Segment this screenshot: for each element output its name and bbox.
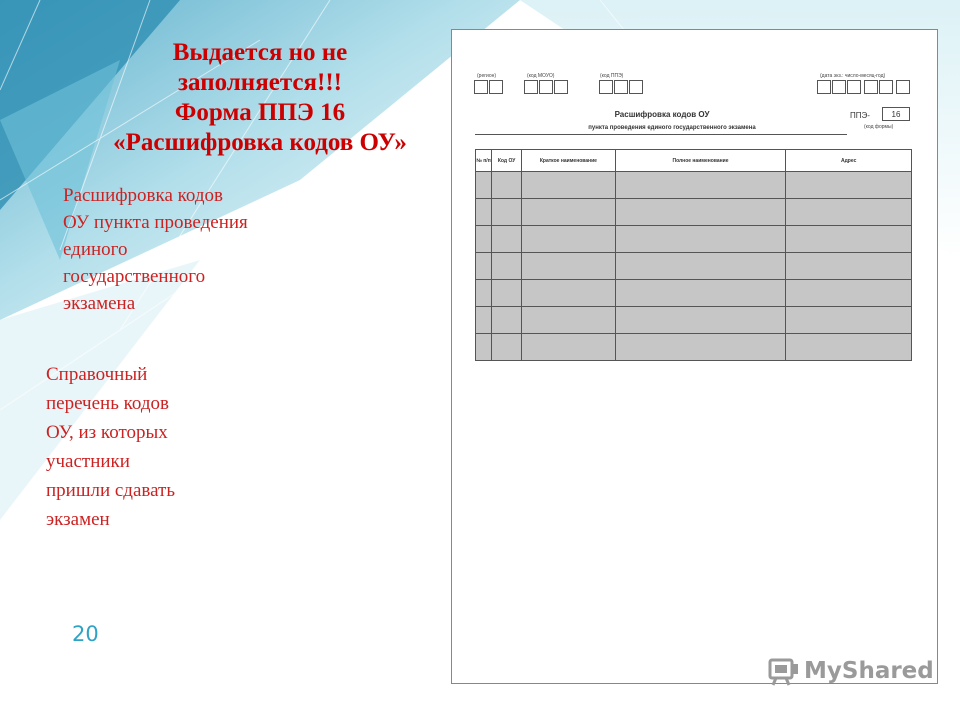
table-cell <box>476 253 492 280</box>
table-body <box>476 172 912 361</box>
table-row <box>476 307 912 334</box>
table-cell <box>615 307 786 334</box>
code-box <box>599 80 613 94</box>
table-cell <box>786 172 912 199</box>
watermark-text: MyShared <box>804 658 934 684</box>
form-ppe16-page <box>451 29 938 684</box>
title-line: заполняется!!! <box>177 69 343 96</box>
table-cell <box>786 280 912 307</box>
code-box <box>832 80 846 94</box>
code-box <box>614 80 628 94</box>
desc-line: Расшифровка кодов <box>63 185 223 206</box>
page-number: 20 <box>72 622 99 646</box>
mouo-boxes <box>524 80 569 94</box>
table-cell <box>786 226 912 253</box>
table-cell <box>786 199 912 226</box>
desc-line: пришли сдавать <box>46 480 176 501</box>
table-cell <box>476 172 492 199</box>
table-cell <box>492 253 522 280</box>
table-cell <box>615 172 786 199</box>
table-cell <box>476 280 492 307</box>
description-reference-list <box>46 360 266 534</box>
form-divider <box>475 134 847 135</box>
code-box <box>524 80 538 94</box>
desc-line: экзамен <box>46 509 110 530</box>
date-boxes <box>817 80 911 94</box>
ppe-code-boxes <box>599 80 644 94</box>
code-box <box>847 80 861 94</box>
region-boxes <box>474 80 504 94</box>
desc-line: ОУ, из которых <box>46 422 168 443</box>
desc-line: единого <box>63 239 128 260</box>
table-cell <box>492 172 522 199</box>
table-cell <box>522 334 615 361</box>
code-box <box>896 80 910 94</box>
codes-table <box>475 149 912 361</box>
col-header-number: № п/п <box>476 150 492 172</box>
table-cell <box>492 226 522 253</box>
desc-line: перечень кодов <box>46 393 169 414</box>
table-cell <box>522 253 615 280</box>
code-box <box>817 80 831 94</box>
date-label: (дата экз.: число-месяц-год) <box>820 73 886 79</box>
table-cell <box>786 307 912 334</box>
desc-line: участники <box>46 451 130 472</box>
table-cell <box>492 280 522 307</box>
title-line: Выдается но не <box>172 39 348 66</box>
table-cell <box>476 226 492 253</box>
code-box <box>864 80 878 94</box>
col-header-address: Адрес <box>786 150 912 172</box>
code-box <box>489 80 503 94</box>
desc-line: экзамена <box>63 293 136 314</box>
watermark <box>768 656 934 686</box>
desc-line: государственного <box>63 266 206 287</box>
code-box <box>879 80 893 94</box>
code-box <box>539 80 553 94</box>
table-cell <box>522 199 615 226</box>
table-cell <box>786 253 912 280</box>
mouo-label: (код МОУО) <box>527 73 555 79</box>
code-box <box>474 80 488 94</box>
col-header-short-name: Краткое наименование <box>522 150 615 172</box>
region-label: (регион) <box>477 73 497 79</box>
table-row <box>476 172 912 199</box>
table-row <box>476 334 912 361</box>
col-header-code: Код ОУ <box>492 150 522 172</box>
table-row <box>476 280 912 307</box>
table-cell <box>522 172 615 199</box>
table-cell <box>476 199 492 226</box>
description-form-purpose <box>63 182 323 317</box>
table-cell <box>522 280 615 307</box>
table-cell <box>476 334 492 361</box>
table-row <box>476 253 912 280</box>
col-header-full-name: Полное наименование <box>615 150 786 172</box>
table-cell <box>615 280 786 307</box>
table-cell <box>786 334 912 361</box>
table-cell <box>492 307 522 334</box>
code-box <box>554 80 568 94</box>
ppe-code-label: (код ППЭ) <box>600 73 624 79</box>
slide-title <box>100 38 420 158</box>
ppe-form-number: 16 <box>882 107 910 121</box>
form-subtitle: пункта проведения единого государственного экзамена <box>588 125 756 131</box>
table-row <box>476 199 912 226</box>
form-title: Расшифровка кодов ОУ <box>614 110 710 119</box>
title-line: Форма ППЭ 16 <box>174 99 346 126</box>
table-cell <box>522 307 615 334</box>
table-header-row <box>476 150 912 172</box>
projector-logo-icon <box>768 656 800 686</box>
table-cell <box>492 199 522 226</box>
table-row <box>476 226 912 253</box>
ppe-form-label: ППЭ- <box>850 111 870 120</box>
table-cell <box>522 226 615 253</box>
code-box <box>629 80 643 94</box>
desc-line: Справочный <box>46 364 148 385</box>
table-cell <box>615 253 786 280</box>
title-line: «Расшифровка кодов ОУ» <box>113 129 407 156</box>
table-cell <box>615 334 786 361</box>
table-cell <box>615 199 786 226</box>
ppe-form-caption: (код формы) <box>864 124 894 130</box>
table-cell <box>492 334 522 361</box>
table-cell <box>476 307 492 334</box>
table-cell <box>615 226 786 253</box>
desc-line: ОУ пункта проведения <box>63 212 248 233</box>
